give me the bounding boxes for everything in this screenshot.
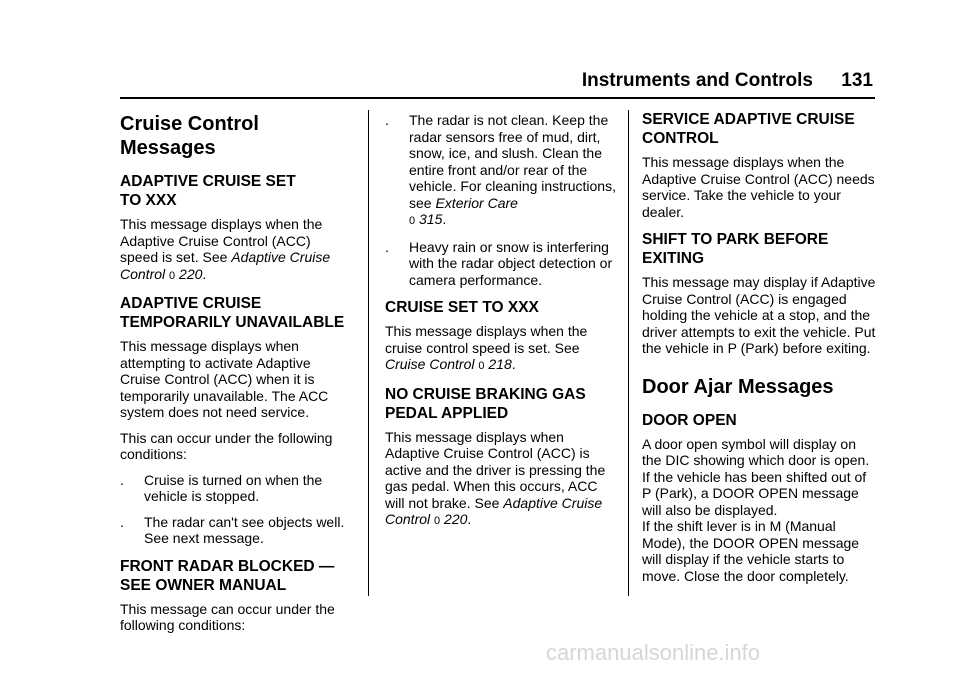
heading-line: SEE OWNER MANUAL <box>120 576 287 594</box>
heading-adaptive-cruise-unavailable <box>120 294 352 332</box>
cross-reference-link[interactable]: Adaptive Cruise Control <box>385 494 603 527</box>
heading-line: ADAPTIVE CRUISE <box>120 295 262 312</box>
page-number: 131 <box>841 70 873 91</box>
page-reference[interactable]: 220 <box>179 265 203 282</box>
heading-cruise-set-to-xxx: CRUISE SET TO XXX <box>385 299 539 316</box>
bullet-item <box>385 239 617 289</box>
column-1 <box>120 106 352 643</box>
bullet-mark: . <box>385 112 389 128</box>
paragraph: This message displays when the Adaptive Cruise Control (ACC) needs service. Take the vehicle to your dealer. <box>642 154 875 220</box>
heading-line: ADAPTIVE CRUISE SET <box>120 173 296 190</box>
cross-reference-link[interactable]: Cruise Control <box>385 356 475 372</box>
text: This message displays when the cruise control speed is set. See <box>385 323 588 356</box>
heading-shift-to-park <box>642 230 878 268</box>
heading-line: TO XXX <box>120 192 177 209</box>
heading-line: TEMPORARILY UNAVAILABLE <box>120 314 345 331</box>
paragraph: This message displays when the cruise control speed is set. See Cruise Control 0 218. <box>385 323 588 372</box>
cross-reference-link[interactable]: Exterior Care <box>435 194 518 211</box>
heading-line: NO CRUISE BRAKING GAS <box>385 385 586 403</box>
heading-line: FRONT RADAR BLOCKED — <box>120 557 335 575</box>
text: This message displays when Adaptive Cruise Control (ACC) is active and the driver is pressing the gas pedal. When this occurs, ACC will not brake. See <box>385 428 606 511</box>
page-reference[interactable]: 220 <box>444 511 468 527</box>
column-divider-2 <box>628 110 629 596</box>
bullet-text: The radar is not clean. Keep the radar sensors free of mud, dirt, snow, ice, and slush. Clean the entire front and/or rear of the vehicle. For cleaning instructions, see <box>409 112 616 211</box>
paragraph: This message displays when Adaptive Cruise Control (ACC) is active and the driver is pressing the gas pedal. When this occurs, ACC will not brake. See Adaptive Cruise Control 0 220. <box>385 428 606 527</box>
paragraph: This can occur under the following conditions: <box>120 429 333 462</box>
column-3 <box>642 106 878 593</box>
heading-no-cruise-braking <box>385 385 617 423</box>
page-arrow-icon: 0 <box>409 215 416 227</box>
bullet-text: Heavy rain or snow is interfering with the radar object detection or camera performance. <box>409 238 613 288</box>
bullet-mark: . <box>385 238 389 255</box>
heading-line: PEDAL APPLIED <box>385 404 509 422</box>
column-2 <box>385 106 617 539</box>
page-reference[interactable]: 315 <box>419 211 443 227</box>
page-header <box>120 68 875 94</box>
heading-line: EXITING <box>642 250 705 267</box>
heading-line: SHIFT TO PARK BEFORE <box>642 231 829 248</box>
bullet-text: The radar can't see objects well. See next message. <box>144 513 345 546</box>
bullet-mark: . <box>120 513 124 530</box>
heading-door-ajar-messages: Door Ajar Messages <box>642 375 834 398</box>
page-reference[interactable]: 218 <box>488 356 512 372</box>
paragraph: A door open symbol will display on the DIC showing which door is open. If the vehicle has been shifted out of P (Park), a DOOR OPEN message will also be displayed. <box>642 435 870 518</box>
paragraph: This message may display if Adaptive Cruise Control (ACC) is engaged holding the vehicle at a stop, and the driver attempts to exit the vehicle. Put the vehicle in P (Park) before exiting. <box>642 274 876 356</box>
paragraph: This message displays when attempting to activate Adaptive Cruise Control (ACC) when it is temporarily unavailable. The ACC system does not need service. <box>120 338 329 420</box>
paragraph: This message displays when the Adaptive Cruise Control (ACC) speed is set. See Adaptive Cruise Control 0 220. <box>120 216 331 282</box>
bullet-text: Cruise is turned on when the vehicle is stopped. <box>144 471 323 504</box>
heading-front-radar-blocked <box>120 557 352 595</box>
page-arrow-icon: 0 <box>478 360 485 372</box>
bullet-item: . The radar is not clean. Keep the radar sensors free of mud, dirt, snow, ice, and slush. Clean the entire front and/or rear of the vehicle. For cleaning instructions, see Exterior Care 0 315. <box>385 112 616 227</box>
paragraph: If the shift lever is in M (Manual Mode), the DOOR OPEN message will display if the vehicle starts to move. Close the door completely. <box>642 518 860 584</box>
page-arrow-icon: 0 <box>434 515 441 527</box>
heading-cruise-control-messages: Cruise Control Messages <box>120 113 259 159</box>
heading-service-adaptive-cruise <box>642 110 878 148</box>
heading-line: SERVICE ADAPTIVE CRUISE <box>642 111 855 128</box>
column-divider-1 <box>368 110 369 596</box>
cross-reference-link[interactable]: Adaptive Cruise Control <box>120 249 331 282</box>
section-title: Instruments and Controls <box>581 70 813 91</box>
bullet-item <box>120 514 352 547</box>
bullet-item <box>120 472 352 505</box>
paragraph: This message can occur under the following conditions: <box>120 600 335 633</box>
heading-adaptive-cruise-set <box>120 172 352 210</box>
heading-line: CONTROL <box>642 130 719 147</box>
heading-door-open: DOOR OPEN <box>642 411 737 429</box>
watermark: carmanualsonline.info <box>546 640 761 665</box>
text: This message displays when the Adaptive Cruise Control (ACC) speed is set. See <box>120 216 323 265</box>
page-arrow-icon: 0 <box>169 269 176 282</box>
bullet-mark: . <box>120 471 124 488</box>
header-rule <box>120 97 875 99</box>
